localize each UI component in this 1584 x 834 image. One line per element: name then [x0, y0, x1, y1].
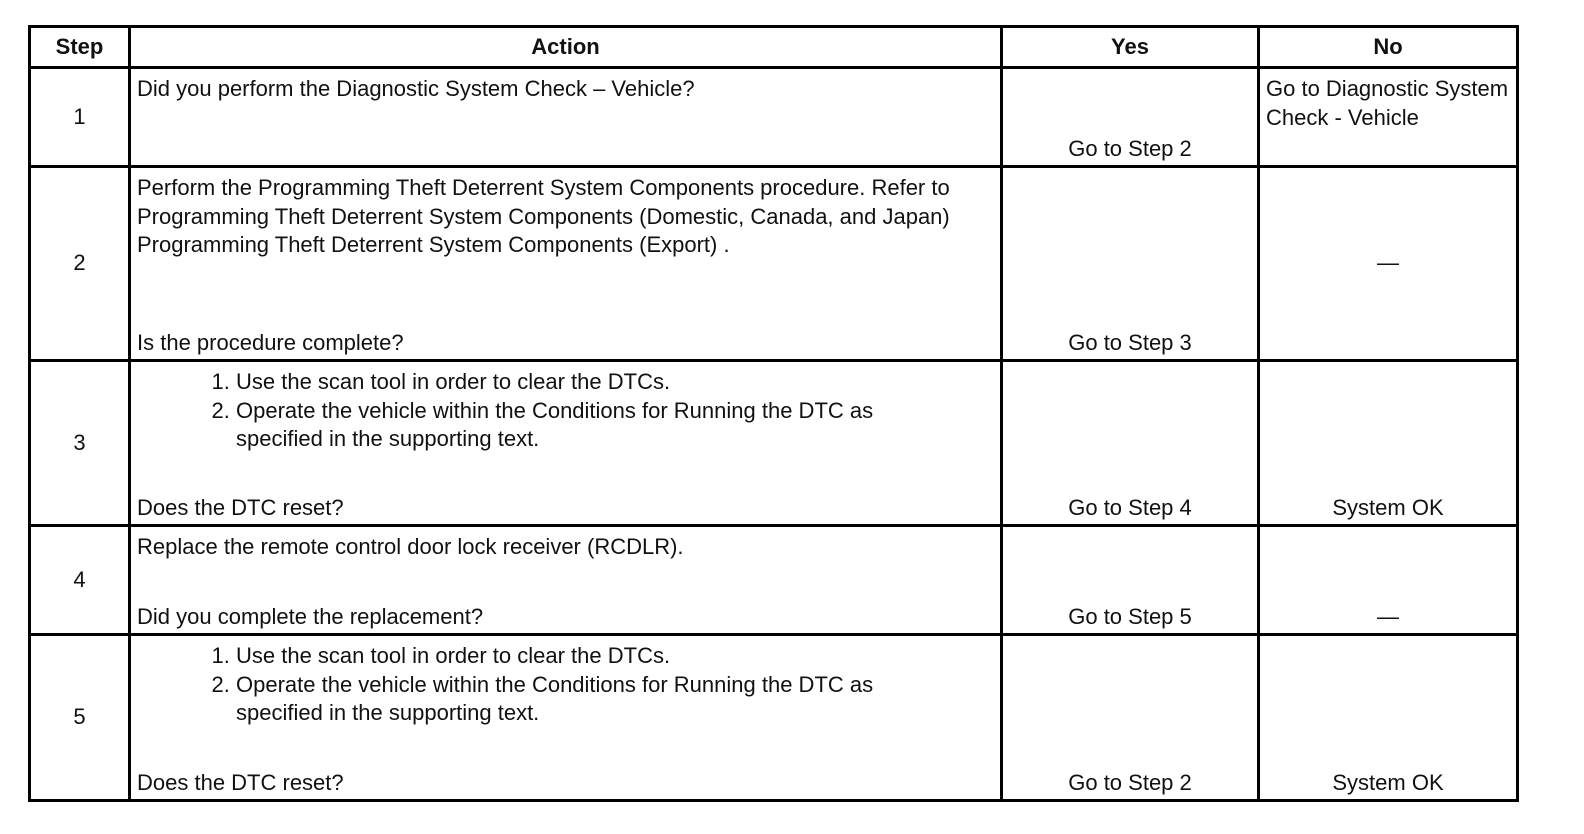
action-text: Replace the remote control door lock receiver (RCDLR).: [137, 534, 684, 559]
list-item: 2. Operate the vehicle within the Conditions for Running the DTC as specified in the supporting text.: [236, 671, 1000, 728]
no-cell: [1259, 361, 1518, 526]
action-question: Does the DTC reset?: [137, 769, 344, 795]
table-row: [30, 68, 1518, 167]
action-text: Did you perform the Diagnostic System Check – Vehicle?: [137, 76, 695, 101]
action-cell: [130, 526, 1002, 635]
no-link[interactable]: Go to Diagnostic System Check - Vehicle: [1266, 76, 1509, 130]
header-no: No: [1259, 27, 1518, 68]
action-cell: [130, 361, 1002, 526]
yes-cell: [1002, 68, 1259, 167]
table-row: [30, 361, 1518, 526]
no-cell: [1259, 167, 1518, 361]
yes-link[interactable]: Go to Step 2: [1068, 135, 1192, 161]
step-number: 5: [30, 635, 130, 801]
yes-link[interactable]: Go to Step 4: [1068, 494, 1192, 520]
action-cell: [130, 167, 1002, 361]
step-number: 4: [30, 526, 130, 635]
header-row: [30, 27, 1518, 68]
diagnostic-table: [28, 25, 1519, 802]
no-value: —: [1377, 603, 1399, 629]
action-step-list: [131, 368, 1000, 454]
no-cell: [1259, 526, 1518, 635]
step-number: 2: [30, 167, 130, 361]
yes-cell: [1002, 167, 1259, 361]
no-cell: [1259, 68, 1518, 167]
action-question: Did you complete the replacement?: [137, 603, 484, 629]
step-number: 1: [30, 68, 130, 167]
yes-cell: [1002, 635, 1259, 801]
table-row: [30, 167, 1518, 361]
yes-link[interactable]: Go to Step 2: [1068, 769, 1192, 795]
no-cell: [1259, 635, 1518, 801]
list-item: 2. Operate the vehicle within the Conditions for Running the DTC as specified in the supporting text.: [236, 397, 1000, 454]
yes-link[interactable]: Go to Step 5: [1068, 603, 1192, 629]
no-value: —: [1377, 250, 1399, 276]
list-item: 1. Use the scan tool in order to clear the DTCs.: [236, 368, 1000, 397]
no-value: System OK: [1332, 494, 1444, 520]
yes-link[interactable]: Go to Step 3: [1068, 329, 1192, 355]
action-question: Is the procedure complete?: [137, 329, 404, 355]
header-step: Step: [30, 27, 130, 68]
action-cell: [130, 68, 1002, 167]
header-action: Action: [130, 27, 1002, 68]
step-number: 3: [30, 361, 130, 526]
list-item: 1. Use the scan tool in order to clear the DTCs.: [236, 642, 1000, 671]
table-row: [30, 526, 1518, 635]
no-value: System OK: [1332, 769, 1444, 795]
action-question: Does the DTC reset?: [137, 494, 344, 520]
action-step-list: [131, 642, 1000, 728]
action-cell: [130, 635, 1002, 801]
header-yes: Yes: [1002, 27, 1259, 68]
yes-cell: [1002, 526, 1259, 635]
yes-cell: [1002, 361, 1259, 526]
table-row: [30, 635, 1518, 801]
action-text: Perform the Programming Theft Deterrent System Components procedure. Refer to Programming Theft Deterrent System Components (Domestic, Canada, and Japan) Programming Theft Deterrent System Components (Export) .: [137, 175, 950, 257]
